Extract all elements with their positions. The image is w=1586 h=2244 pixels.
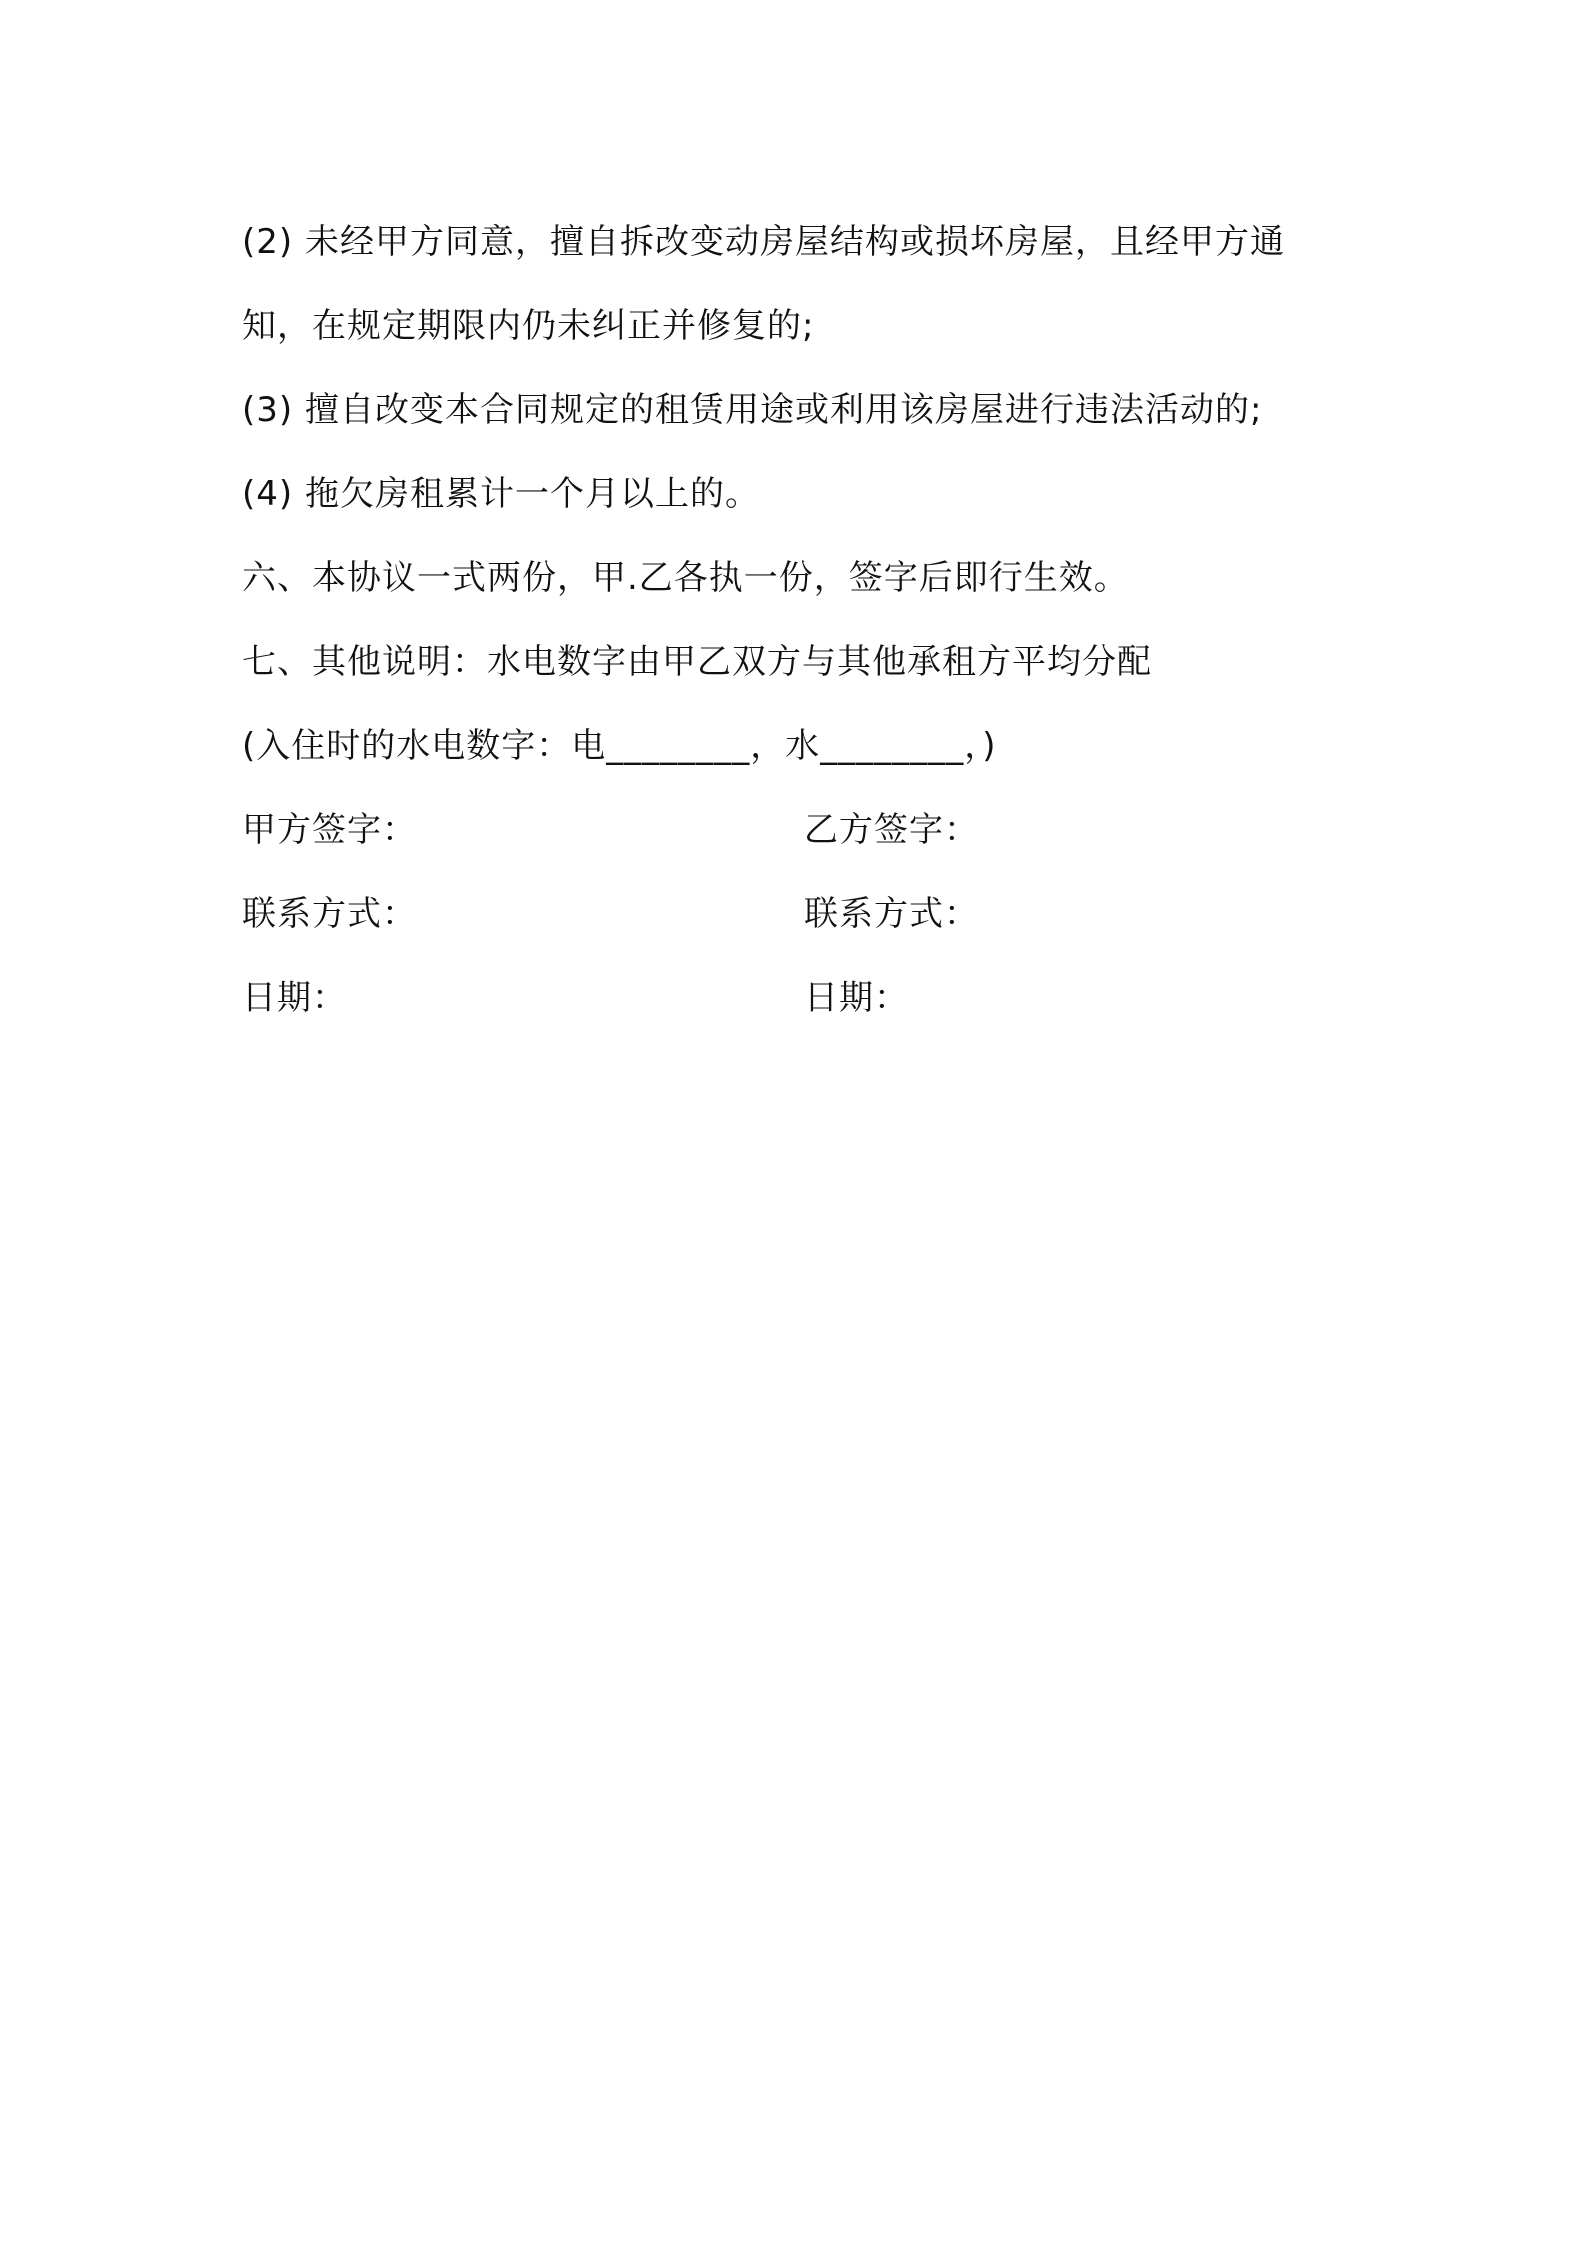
party-a-signature-label: 甲方签字： xyxy=(242,810,417,850)
party-a-contact-label: 联系方式： xyxy=(242,894,417,934)
clause-2-line-1: (2) 未经甲方同意，擅自拆改变动房屋结构或损坏房屋，且经甲方通 xyxy=(242,222,1285,262)
party-b-date-label: 日期： xyxy=(804,978,909,1018)
utility-readings: (入住时的水电数字：电________，水________，) xyxy=(242,726,997,766)
clause-2-line-2: 知，在规定期限内仍未纠正并修复的; xyxy=(242,306,815,346)
document-body xyxy=(242,200,1362,1040)
section-seven: 七、其他说明：水电数字由甲乙双方与其他承租方平均分配 xyxy=(242,642,1152,682)
clause-4: (4) 拖欠房租累计一个月以上的。 xyxy=(242,474,760,514)
party-a-date-label: 日期： xyxy=(242,978,347,1018)
party-b-contact-label: 联系方式： xyxy=(804,894,979,934)
section-six: 六、本协议一式两份，甲.乙各执一份，签字后即行生效。 xyxy=(242,558,1129,598)
party-b-signature-label: 乙方签字： xyxy=(804,810,979,850)
date-row xyxy=(242,956,1362,1040)
contact-row xyxy=(242,872,1362,956)
clause-3: (3) 擅自改变本合同规定的租赁用途或利用该房屋进行违法活动的; xyxy=(242,390,1263,430)
signature-row xyxy=(242,788,1362,872)
